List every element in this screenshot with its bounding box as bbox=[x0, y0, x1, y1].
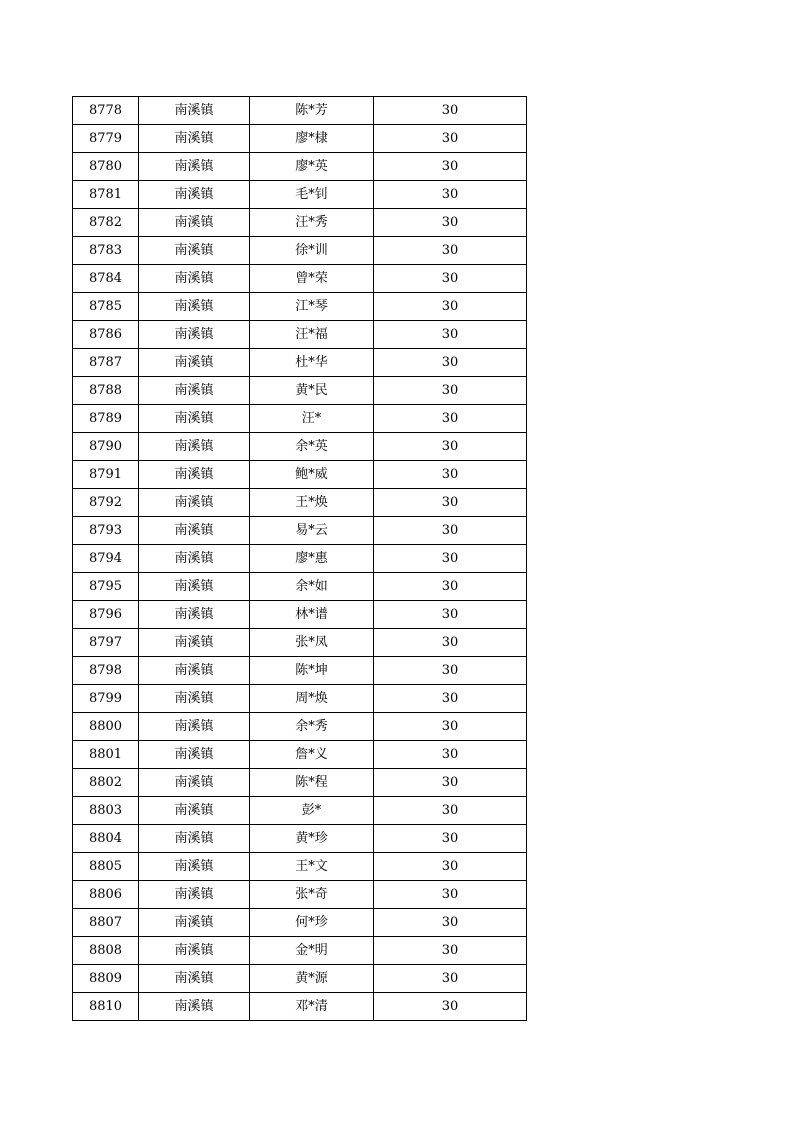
cell-amount: 30 bbox=[374, 293, 527, 321]
table-row bbox=[73, 265, 527, 293]
cell-serial-number: 8803 bbox=[73, 797, 139, 825]
cell-person-name: 余*秀 bbox=[250, 713, 374, 741]
cell-amount: 30 bbox=[374, 489, 527, 517]
table-row bbox=[73, 769, 527, 797]
cell-person-name: 张*凤 bbox=[250, 629, 374, 657]
cell-town: 南溪镇 bbox=[139, 209, 250, 237]
table-row bbox=[73, 965, 527, 993]
cell-person-name: 黄*民 bbox=[250, 377, 374, 405]
cell-serial-number: 8808 bbox=[73, 937, 139, 965]
cell-amount: 30 bbox=[374, 349, 527, 377]
cell-serial-number: 8785 bbox=[73, 293, 139, 321]
table-row bbox=[73, 629, 527, 657]
cell-town: 南溪镇 bbox=[139, 685, 250, 713]
table-row bbox=[73, 825, 527, 853]
cell-town: 南溪镇 bbox=[139, 629, 250, 657]
cell-serial-number: 8809 bbox=[73, 965, 139, 993]
table-row bbox=[73, 797, 527, 825]
cell-person-name: 江*琴 bbox=[250, 293, 374, 321]
cell-person-name: 何*珍 bbox=[250, 909, 374, 937]
cell-person-name: 周*焕 bbox=[250, 685, 374, 713]
cell-serial-number: 8801 bbox=[73, 741, 139, 769]
cell-person-name: 林*谱 bbox=[250, 601, 374, 629]
table-row bbox=[73, 853, 527, 881]
table-row bbox=[73, 601, 527, 629]
cell-person-name: 杜*华 bbox=[250, 349, 374, 377]
table-row bbox=[73, 97, 527, 125]
cell-town: 南溪镇 bbox=[139, 153, 250, 181]
cell-town: 南溪镇 bbox=[139, 517, 250, 545]
cell-amount: 30 bbox=[374, 825, 527, 853]
cell-amount: 30 bbox=[374, 741, 527, 769]
cell-person-name: 汪*福 bbox=[250, 321, 374, 349]
cell-serial-number: 8804 bbox=[73, 825, 139, 853]
cell-amount: 30 bbox=[374, 685, 527, 713]
cell-person-name: 张*奇 bbox=[250, 881, 374, 909]
cell-town: 南溪镇 bbox=[139, 797, 250, 825]
cell-amount: 30 bbox=[374, 153, 527, 181]
table-row bbox=[73, 993, 527, 1021]
cell-serial-number: 8807 bbox=[73, 909, 139, 937]
table-row bbox=[73, 349, 527, 377]
cell-serial-number: 8780 bbox=[73, 153, 139, 181]
cell-person-name: 詹*义 bbox=[250, 741, 374, 769]
cell-serial-number: 8798 bbox=[73, 657, 139, 685]
cell-serial-number: 8786 bbox=[73, 321, 139, 349]
cell-town: 南溪镇 bbox=[139, 545, 250, 573]
cell-serial-number: 8802 bbox=[73, 769, 139, 797]
cell-serial-number: 8793 bbox=[73, 517, 139, 545]
cell-serial-number: 8788 bbox=[73, 377, 139, 405]
cell-town: 南溪镇 bbox=[139, 573, 250, 601]
table-row bbox=[73, 685, 527, 713]
cell-person-name: 廖*棣 bbox=[250, 125, 374, 153]
cell-serial-number: 8783 bbox=[73, 237, 139, 265]
cell-person-name: 鲍*威 bbox=[250, 461, 374, 489]
cell-person-name: 毛*钊 bbox=[250, 181, 374, 209]
cell-amount: 30 bbox=[374, 545, 527, 573]
cell-serial-number: 8805 bbox=[73, 853, 139, 881]
cell-person-name: 易*云 bbox=[250, 517, 374, 545]
cell-town: 南溪镇 bbox=[139, 125, 250, 153]
cell-person-name: 曾*荣 bbox=[250, 265, 374, 293]
cell-person-name: 余*英 bbox=[250, 433, 374, 461]
table-row bbox=[73, 489, 527, 517]
cell-serial-number: 8779 bbox=[73, 125, 139, 153]
cell-person-name: 陈*芳 bbox=[250, 97, 374, 125]
cell-serial-number: 8810 bbox=[73, 993, 139, 1021]
cell-amount: 30 bbox=[374, 517, 527, 545]
table-row bbox=[73, 937, 527, 965]
cell-town: 南溪镇 bbox=[139, 937, 250, 965]
cell-serial-number: 8797 bbox=[73, 629, 139, 657]
cell-serial-number: 8789 bbox=[73, 405, 139, 433]
table-row bbox=[73, 153, 527, 181]
table-row bbox=[73, 517, 527, 545]
cell-town: 南溪镇 bbox=[139, 741, 250, 769]
cell-amount: 30 bbox=[374, 265, 527, 293]
cell-town: 南溪镇 bbox=[139, 237, 250, 265]
cell-serial-number: 8796 bbox=[73, 601, 139, 629]
cell-person-name: 廖*惠 bbox=[250, 545, 374, 573]
table-row bbox=[73, 657, 527, 685]
table-row bbox=[73, 377, 527, 405]
cell-amount: 30 bbox=[374, 993, 527, 1021]
cell-serial-number: 8781 bbox=[73, 181, 139, 209]
cell-amount: 30 bbox=[374, 629, 527, 657]
table-row bbox=[73, 181, 527, 209]
cell-town: 南溪镇 bbox=[139, 377, 250, 405]
cell-serial-number: 8794 bbox=[73, 545, 139, 573]
cell-serial-number: 8784 bbox=[73, 265, 139, 293]
cell-serial-number: 8800 bbox=[73, 713, 139, 741]
cell-amount: 30 bbox=[374, 321, 527, 349]
cell-town: 南溪镇 bbox=[139, 489, 250, 517]
cell-serial-number: 8790 bbox=[73, 433, 139, 461]
cell-amount: 30 bbox=[374, 573, 527, 601]
table-row bbox=[73, 741, 527, 769]
table-row bbox=[73, 405, 527, 433]
cell-town: 南溪镇 bbox=[139, 881, 250, 909]
cell-person-name: 汪*秀 bbox=[250, 209, 374, 237]
cell-person-name: 金*明 bbox=[250, 937, 374, 965]
cell-amount: 30 bbox=[374, 461, 527, 489]
cell-town: 南溪镇 bbox=[139, 965, 250, 993]
cell-person-name: 余*如 bbox=[250, 573, 374, 601]
cell-town: 南溪镇 bbox=[139, 825, 250, 853]
cell-serial-number: 8787 bbox=[73, 349, 139, 377]
cell-town: 南溪镇 bbox=[139, 713, 250, 741]
cell-amount: 30 bbox=[374, 769, 527, 797]
cell-amount: 30 bbox=[374, 237, 527, 265]
cell-serial-number: 8778 bbox=[73, 97, 139, 125]
table-row bbox=[73, 321, 527, 349]
cell-person-name: 廖*英 bbox=[250, 153, 374, 181]
cell-amount: 30 bbox=[374, 657, 527, 685]
cell-person-name: 徐*训 bbox=[250, 237, 374, 265]
cell-amount: 30 bbox=[374, 181, 527, 209]
cell-person-name: 陈*程 bbox=[250, 769, 374, 797]
cell-town: 南溪镇 bbox=[139, 349, 250, 377]
cell-town: 南溪镇 bbox=[139, 601, 250, 629]
cell-amount: 30 bbox=[374, 881, 527, 909]
cell-town: 南溪镇 bbox=[139, 265, 250, 293]
cell-town: 南溪镇 bbox=[139, 97, 250, 125]
table-row bbox=[73, 433, 527, 461]
cell-serial-number: 8782 bbox=[73, 209, 139, 237]
cell-person-name: 邓*清 bbox=[250, 993, 374, 1021]
cell-serial-number: 8791 bbox=[73, 461, 139, 489]
table-row bbox=[73, 237, 527, 265]
cell-serial-number: 8806 bbox=[73, 881, 139, 909]
cell-amount: 30 bbox=[374, 713, 527, 741]
cell-serial-number: 8799 bbox=[73, 685, 139, 713]
cell-amount: 30 bbox=[374, 405, 527, 433]
cell-serial-number: 8795 bbox=[73, 573, 139, 601]
cell-town: 南溪镇 bbox=[139, 321, 250, 349]
table-row bbox=[73, 573, 527, 601]
cell-amount: 30 bbox=[374, 97, 527, 125]
roster-table bbox=[72, 96, 527, 1021]
table-row bbox=[73, 909, 527, 937]
cell-amount: 30 bbox=[374, 797, 527, 825]
cell-person-name: 汪* bbox=[250, 405, 374, 433]
cell-person-name: 王*焕 bbox=[250, 489, 374, 517]
cell-amount: 30 bbox=[374, 209, 527, 237]
cell-town: 南溪镇 bbox=[139, 181, 250, 209]
cell-person-name: 王*文 bbox=[250, 853, 374, 881]
cell-amount: 30 bbox=[374, 433, 527, 461]
cell-person-name: 彭* bbox=[250, 797, 374, 825]
table-row bbox=[73, 545, 527, 573]
table-row bbox=[73, 461, 527, 489]
cell-town: 南溪镇 bbox=[139, 657, 250, 685]
cell-amount: 30 bbox=[374, 125, 527, 153]
table-row bbox=[73, 209, 527, 237]
cell-amount: 30 bbox=[374, 853, 527, 881]
cell-town: 南溪镇 bbox=[139, 293, 250, 321]
cell-serial-number: 8792 bbox=[73, 489, 139, 517]
cell-amount: 30 bbox=[374, 601, 527, 629]
cell-person-name: 黄*源 bbox=[250, 965, 374, 993]
table-row bbox=[73, 881, 527, 909]
cell-town: 南溪镇 bbox=[139, 853, 250, 881]
cell-town: 南溪镇 bbox=[139, 769, 250, 797]
cell-person-name: 黄*珍 bbox=[250, 825, 374, 853]
cell-town: 南溪镇 bbox=[139, 909, 250, 937]
cell-town: 南溪镇 bbox=[139, 433, 250, 461]
cell-town: 南溪镇 bbox=[139, 405, 250, 433]
table-row bbox=[73, 293, 527, 321]
cell-town: 南溪镇 bbox=[139, 461, 250, 489]
cell-amount: 30 bbox=[374, 377, 527, 405]
table-row bbox=[73, 125, 527, 153]
cell-amount: 30 bbox=[374, 937, 527, 965]
cell-amount: 30 bbox=[374, 965, 527, 993]
table-row bbox=[73, 713, 527, 741]
roster-table-body bbox=[73, 97, 527, 1021]
cell-amount: 30 bbox=[374, 909, 527, 937]
cell-person-name: 陈*坤 bbox=[250, 657, 374, 685]
cell-town: 南溪镇 bbox=[139, 993, 250, 1021]
